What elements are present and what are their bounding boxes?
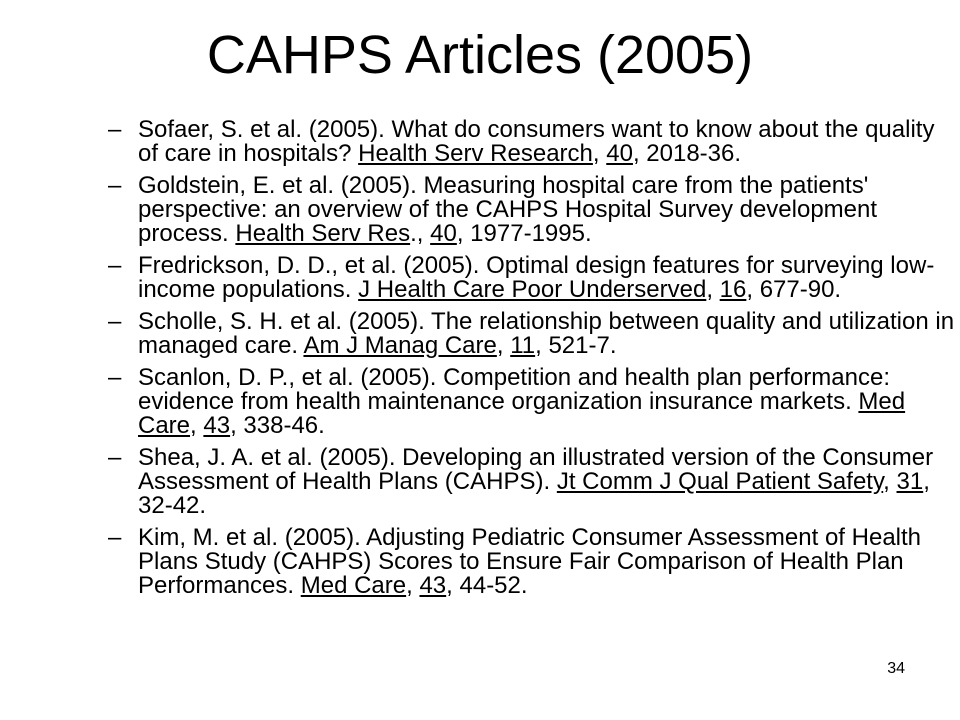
bullet-dash: – [108, 364, 122, 391]
separator: , [496, 332, 511, 359]
pages: , 338-46. [230, 412, 325, 439]
separator: , [592, 140, 607, 167]
slide-title: CAHPS Articles (2005) [206, 25, 754, 85]
bullet-dash: – [108, 172, 122, 199]
reference-item [108, 118, 956, 166]
bullet-dash: – [108, 524, 122, 551]
separator: ., [410, 220, 431, 247]
pages: , 521-7. [535, 332, 617, 359]
citation-text: Scholle, S. H. et al. (2005). The relationship between quality and utilization in managed care. [138, 308, 955, 359]
pages: , 1977-1995. [456, 220, 592, 247]
citation-text: Goldstein, E. et al. (2005). Measuring hospital care from the patients' perspective: an overview of the CAHPS Hospital Survey development process. [138, 172, 878, 247]
volume-number: 43 [419, 572, 447, 599]
volume-number: 40 [430, 220, 457, 247]
journal-name: Jt Comm J Qual Patient Safety [556, 468, 884, 495]
citation-text: Kim, M. et al. (2005). Adjusting Pediatric Consumer Assessment of Health Plans Study (CAHPS) Scores to Ensure Fair Comparison of Health Plan Performances. [138, 524, 922, 599]
citation-text: Sofaer, S. et al. (2005). What do consumers want to know about the quality of care in hospitals? [138, 116, 935, 167]
pages: , 677-90. [746, 276, 842, 303]
bullet-dash: – [108, 308, 122, 335]
separator: , [406, 572, 420, 599]
bullet-dash: – [108, 444, 122, 471]
bullet-dash: – [108, 252, 122, 279]
journal-name: J Health Care Poor Underserved [358, 276, 707, 303]
page-number: 34 [887, 660, 905, 677]
pages: , 2018-36. [632, 140, 742, 167]
journal-name: Med Care [138, 388, 906, 439]
separator: , [883, 468, 897, 495]
separator: , [706, 276, 720, 303]
volume-number: 31 [896, 468, 924, 495]
citation-text: Shea, J. A. et al. (2005). Developing an illustrated version of the Consumer Assessment of Health Plans (CAHPS). [138, 444, 934, 495]
pages: , 32-42. [138, 468, 930, 519]
citation-text: Fredrickson, D. D., et al. (2005). Optimal design features for surveying low-income populations. [138, 252, 935, 303]
volume-number: 40 [606, 140, 633, 167]
reference-list [108, 118, 956, 606]
pages: , 44-52. [446, 572, 528, 599]
journal-name: Am J Manag Care [303, 332, 497, 359]
reference-item [108, 526, 956, 598]
volume-number: 11 [510, 332, 536, 359]
volume-number: 16 [719, 276, 747, 303]
reference-item [108, 446, 956, 518]
reference-item [108, 174, 956, 246]
reference-item [108, 254, 956, 302]
reference-item [108, 310, 956, 358]
journal-name: Med Care [300, 572, 407, 599]
separator: , [190, 412, 204, 439]
citation-text: Scanlon, D. P., et al. (2005). Competition and health plan performance: evidence from health maintenance organization insurance markets. [138, 364, 891, 415]
journal-name: Health Serv Research [358, 140, 593, 167]
reference-item [108, 366, 956, 438]
journal-name: Health Serv Res [235, 220, 411, 247]
volume-number: 43 [203, 412, 231, 439]
bullet-dash: – [108, 116, 122, 143]
